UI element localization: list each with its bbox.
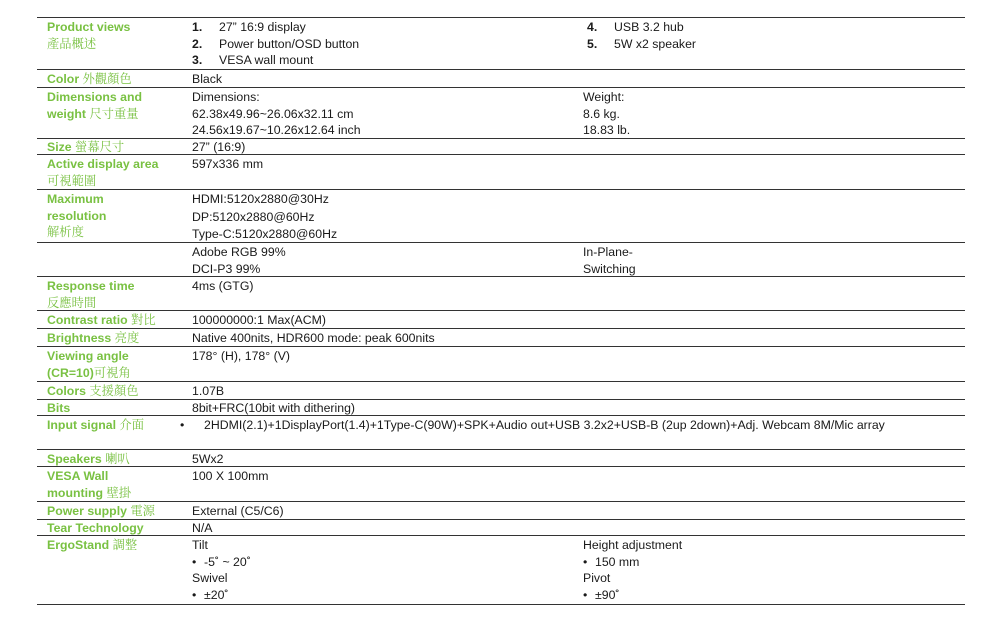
row-label: Maximum resolution 解析度: [47, 192, 107, 239]
response-time-value: 4ms (GTG): [192, 279, 254, 293]
spec-table: [37, 17, 965, 605]
row-brightness: [37, 328, 965, 346]
row-tear-technology: [37, 519, 965, 535]
product-views-left: 1. 27” 16:9 display 2. Power button/OSD button 3. VESA wall mount: [192, 20, 360, 67]
brightness-value: Native 400nits, HDR600 mode: peak 600nits: [192, 331, 435, 345]
row-viewing-angle: [37, 346, 965, 381]
row-gamut-panel: [37, 242, 965, 276]
row-label: Contrast ratio 對比: [47, 313, 156, 327]
row-response-time: [37, 276, 965, 310]
row-label: Active display area 可視範圍: [47, 157, 159, 188]
row-label: ErgoStand 調整: [47, 538, 138, 552]
row-bits: [37, 399, 965, 415]
vesa-value: 100 X 100mm: [192, 469, 269, 483]
row-label: Brightness 亮度: [47, 331, 140, 345]
row-size: [37, 138, 965, 154]
tear-value: N/A: [192, 521, 213, 535]
row-input-signal: [37, 415, 965, 449]
bits-value: 8bit+FRC(10bit with dithering): [192, 401, 356, 415]
row-label: VESA Wall mounting 壁掛: [47, 469, 132, 500]
gamut-value: Adobe RGB 99% DCI-P3 99%: [192, 245, 286, 276]
row-ergostand: [37, 535, 965, 605]
colors-value: 1.07B: [192, 384, 225, 398]
row-product-views: [37, 17, 965, 69]
row-label: Input signal 介面: [47, 418, 145, 432]
row-colors: [37, 381, 965, 399]
size-value: 27” (16:9): [192, 140, 246, 154]
row-active-area: [37, 154, 965, 189]
color-value: Black: [192, 72, 223, 86]
dimensions-value: Dimensions: 62.38x49.96~26.06x32.11 cm 24.56x19.67~10.26x12.64 inch: [192, 90, 361, 137]
ergostand-tilt-swivel: Tilt • -5˚ ~ 20˚ Swivel • ±20˚: [192, 538, 251, 602]
row-dimensions-weight: [37, 87, 965, 138]
row-label: Tear Technology: [47, 521, 144, 535]
contrast-value: 100000000:1 Max(ACM): [192, 313, 326, 327]
row-label: Power supply 電源: [47, 504, 155, 518]
row-color: [37, 69, 965, 87]
row-label: Bits: [47, 401, 71, 415]
max-resolution-value: HDMI:5120x2880@30Hz DP:5120x2880@60Hz Type-C:5120x2880@60Hz: [192, 192, 338, 241]
panel-type-value: In-Plane- Switching: [583, 245, 636, 276]
input-signal-value: • 2HDMI(2.1)+1DisplayPort(1.4)+1Type-C(90W)+SPK+Audio out+USB 3.2x2+USB-B (2up 2down)+Adj. Webcam 8M/Mic array: [180, 418, 885, 432]
row-label: Response time 反應時間: [47, 279, 135, 310]
row-max-resolution: [37, 189, 965, 242]
row-label: Size 螢幕尺寸: [47, 140, 125, 154]
active-area-value: 597x336 mm: [192, 157, 264, 171]
row-label: Colors 支援顏色: [47, 384, 139, 398]
ergostand-height-pivot: Height adjustment • 150 mm Pivot • ±90˚: [583, 538, 683, 602]
viewing-angle-value: 178° (H), 178° (V): [192, 349, 290, 363]
row-label: Dimensions and weight 尺寸重量: [47, 90, 142, 121]
row-power-supply: [37, 501, 965, 519]
row-label: Product views 產品概述: [47, 20, 131, 51]
row-label: Speakers 喇叭: [47, 452, 130, 466]
product-views-right: 4. USB 3.2 hub 5. 5W x2 speaker: [587, 20, 697, 51]
row-speakers: [37, 449, 965, 466]
row-contrast: [37, 310, 965, 328]
power-supply-value: External (C5/C6): [192, 504, 284, 518]
speakers-value: 5Wx2: [192, 452, 224, 466]
row-label: Color 外觀顏色: [47, 72, 132, 86]
row-label: Viewing angle (CR=10)可視角: [47, 349, 131, 380]
weight-value: Weight: 8.6 kg. 18.83 lb.: [583, 90, 631, 137]
row-vesa: [37, 466, 965, 501]
